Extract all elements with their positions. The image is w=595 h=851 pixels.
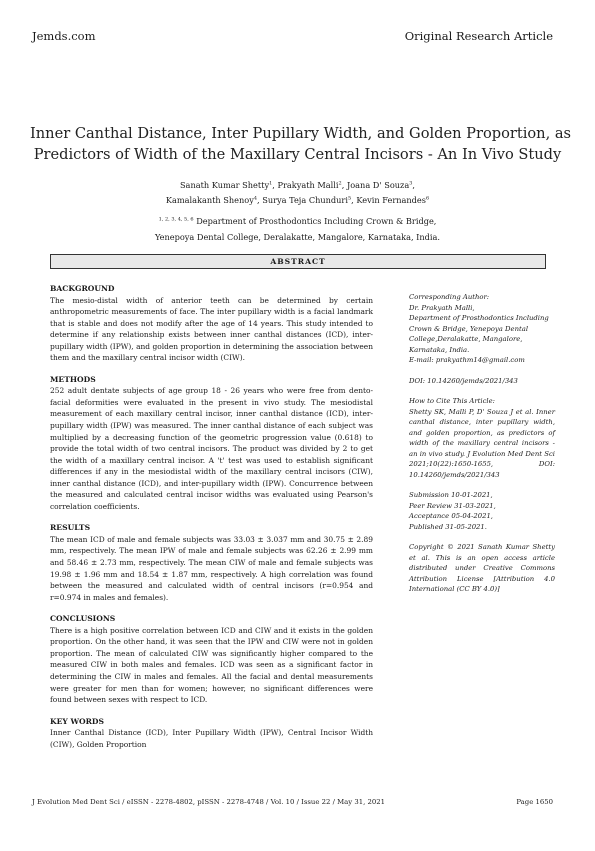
affiliation-sup: 1, 2, 3, 4, 5, 6 (158, 216, 194, 223)
submission-date: Submission 10-01-2021, (409, 491, 493, 499)
author-sup: 2 (338, 180, 342, 187)
page-footer (32, 798, 553, 806)
citation-block (409, 396, 555, 480)
author-name: Joana D' Souza (346, 180, 410, 190)
acceptance-date: Acceptance 05-04-2021, (409, 512, 493, 520)
author-name: Kamalakanth Shenoy (165, 194, 254, 205)
author-sup: 4 (253, 194, 258, 201)
abstract-body (50, 283, 373, 750)
affiliation-line-1: Department of Prosthodontics Including Crown & Bridge, (196, 216, 437, 226)
conclusions-heading: CONCLUSIONS (50, 614, 116, 624)
author-name: Sanath Kumar Shetty (179, 180, 270, 190)
cite-text: Shetty SK, Malli P, D' Souza J et al. Inner canthal distance, inter pupillary width, and golden proportion, as predictors of width of the maxillary central incisors - an in vivo study. J Evolution Med Dent Sci 2021;10(22):1650-1655, DOI: 10.14260/jemds/2021/343 (409, 407, 555, 479)
author-list: Sanath Kumar Shetty$^1$, Prakyath Malli$^2$, Joana D' Souza$^3$, Kamalakanth Shenoy$^4$, Surya Teja Chunduri$^5$, Kevin Fernandes$^6$ (165, 180, 430, 205)
cite-label: How to Cite This Article: (409, 397, 495, 405)
title-line-1: Inner Canthal Distance, Inter Pupillary Width, and Golden Proportion, as (30, 125, 572, 142)
methods-text: 252 adult dentate subjects of age group 18 - 26 years who were free from dento-facial deformities were evaluated in the present in vivo study. The mesiodistal measurement of each maxillary central incisor, inner canthal distance (ICD), inter-pupillary width (IPW) was measured. The inner canthal distance of each subject was multiplied by a decreasing function of the geometric progression value (0.618) to provide the total width of two central incisors. The product was divided by 2 to get the width of a maxillary central incisor. A 't' test was used to establish significant differences if any in the mesiodistal width of the maxillary central incisors (CIW), inner canthal distance (ICD), and inter-pupillary width (IPW). Concurrence between the measured and calculated central incisor widths was evaluated using Pearson's correlation coefficients. (50, 386, 373, 511)
page-number: Page 1650 (516, 798, 553, 806)
background-text: The mesio-distal width of anterior teeth can be determined by certain anthropometric measurements of face. The inter pupillary width is a facial landmark that is stable and does not modify after the age of 14 years. This study intended to determine if any relationship exists between inner canthal distances (ICD), inter-pupillary width (IPW), and golden proportion in determining the association between them and the maxillary central incisor width (CIW). (50, 295, 373, 363)
keywords-text: Inner Canthal Distance (ICD), Inter Pupillary Width (IPW), Central Incisor Width (CIW), Golden Proportion (50, 728, 373, 749)
author-sup: 1 (269, 180, 273, 187)
doi-text[interactable]: DOI: 10.14260/jemds/2021/343 (409, 376, 518, 385)
published-date: Published 31-05-2021. (409, 522, 487, 531)
keywords-heading: KEY WORDS (50, 716, 104, 726)
article-type: Original Research Article (404, 29, 553, 43)
footer-citation: J Evolution Med Dent Sci / eISSN - 2278-4802, pISSN - 2278-4748 / Vol. 10 / Issue 22 / May 31, 2021 (32, 798, 386, 806)
author-sup: 5 (347, 194, 352, 201)
corresponding-address: Department of Prosthodontics Including Crown & Bridge, Yenepoya Dental College,Deralakatte, Mangalore, Karnataka, India. (409, 314, 549, 354)
results-heading: RESULTS (50, 523, 91, 533)
dates-block (409, 490, 555, 532)
author-sup: 3 (409, 180, 413, 187)
background-heading: BACKGROUND (50, 284, 115, 293)
abstract-banner: ABSTRACT (50, 254, 546, 269)
author-name: Kevin Fernandes (356, 194, 426, 205)
results-text: The mean ICD of male and female subjects was 33.03 ± 3.037 mm and 30.75 ± 2.89 mm, respectively. The mean IPW of male and female subjects was 62.26 ± 2.99 mm and 58.46 ± 2.73 mm, respectively. The mean CIW of male and female subjects was 19.98 ± 1.96 mm and 18.54 ± 1.87 mm, respectively. A high correlation was found between the measured and calculated width of central incisors (r=0.954 and r=0.974 in males and females). (50, 534, 373, 602)
peer-review-date: Peer Review 31-03-2021, (409, 501, 496, 510)
article-sidebar (409, 292, 555, 605)
doi-block (409, 376, 555, 387)
corresponding-author-block (409, 292, 555, 366)
author-name: Prakyath Malli (277, 180, 339, 190)
methods-heading: METHODS (50, 374, 96, 384)
title-line-2: Predictors of Width of the Maxillary Central Incisors - An In Vivo Study (33, 146, 562, 163)
corresponding-label: Corresponding Author: (409, 293, 490, 301)
affiliation (30, 213, 565, 245)
author-name: Surya Teja Chunduri (262, 194, 348, 205)
corresponding-name: Dr. Prakyath Malli, (409, 303, 475, 312)
journal-site: Jemds.com (32, 29, 96, 43)
copyright-block (409, 542, 555, 595)
conclusions-text: There is a high positive correlation between ICD and CIW and it exists in the golden proportion. On the other hand, it was seen that the IPW and CIW were not in golden proportion. The mean of calculated CIW was significantly higher compared to the measured CIW in both males and females. ICD was seen as a significant factor in determining the CIW in males and females. All the facial and dental measurements were greater for men than for women; however, no significant differences were found between sexes with respect to ICD. (50, 625, 373, 705)
paper-title (30, 123, 572, 165)
copyright-text: Copyright © 2021 Sanath Kumar Shetty et al. This is an open access article distributed under Creative Commons Attribution License [Attribution 4.0 International (CC BY 4.0)] (409, 543, 555, 593)
author-sup: 6 (425, 194, 430, 201)
affiliation-line-2: Yenepoya Dental College, Deralakatte, Mangalore, Karnataka, India. (154, 232, 441, 242)
corresponding-email[interactable]: E-mail: prakyathm14@gmail.com (409, 356, 525, 364)
